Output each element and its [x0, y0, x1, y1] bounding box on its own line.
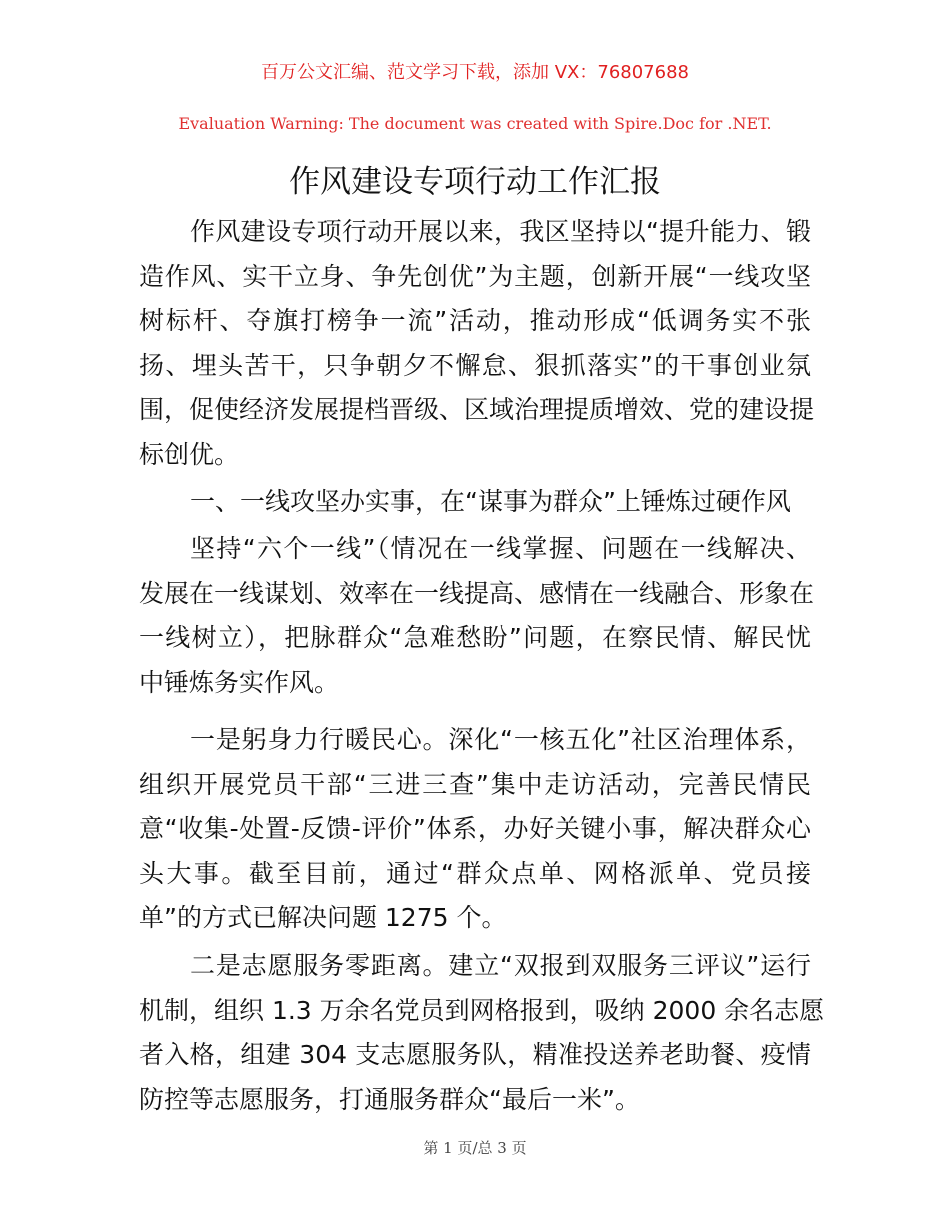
text-line: 扬、埋头苦干，只争朝夕不懈怠、狠抓落实”的干事创业氛 [139, 350, 811, 380]
document-title: 作风建设专项行动工作汇报 [289, 164, 661, 200]
text-line: 单”的方式已解决问题 1275 个。 [139, 903, 507, 932]
text-line: 组织开展党员干部“三进三查”集中走访活动，完善民情民 [139, 769, 811, 799]
text-line: 者入格，组建 304 支志愿服务队，精准投送养老助餐、疫情 [139, 1040, 811, 1069]
text-line: 中锤炼务实作风。 [139, 667, 340, 697]
paragraph-intro [139, 210, 815, 477]
heading-line: 一、一线攻坚办实事，在“谋事为群众”上锤炼过硬作风 [190, 487, 791, 516]
text-line: 机制，组织 1.3 万余名党员到网格报到，吸纳 2000 余名志愿 [139, 995, 825, 1025]
page-indicator: 第 1 页/总 3 页 [423, 1139, 527, 1157]
text-line: 坚持“六个一线”（情况在一线掌握、问题在一线解决、 [190, 534, 811, 563]
text-line: 二是志愿服务零距离。建立“双报到双服务三评议”运行 [190, 951, 811, 980]
section-heading [139, 480, 811, 525]
text-line: 头大事。截至目前，通过“群众点单、网格派单、党员接 [139, 858, 811, 888]
text-line: 围，促使经济发展提档晋级、区域治理提质增效、党的建设提 [139, 395, 815, 424]
text-line: 防控等志愿服务，打通服务群众“最后一米”。 [139, 1084, 640, 1114]
text-line: 作风建设专项行动开展以来，我区坚持以“提升能力、锻 [190, 217, 811, 246]
text-line: 标创优。 [139, 439, 240, 469]
paragraph-point-two [139, 944, 825, 1122]
paragraph-point-one [139, 718, 811, 941]
promo-banner: 百万公文汇编、范文学习下载，添加 VX：76807688 [261, 62, 689, 83]
paragraph-six-frontlines [139, 527, 815, 705]
text-line: 发展在一线谋划、效率在一线提高、感情在一线融合、形象在 [139, 578, 815, 608]
text-line: 一是躬身力行暖民心。深化“一核五化”社区治理体系， [190, 725, 811, 754]
text-line: 树标杆、夺旗打榜争一流”活动，推动形成“低调务实不张 [139, 306, 811, 335]
text-line: 造作风、实干立身、争先创优”为主题，创新开展“一线攻坚 [139, 261, 811, 291]
text-line: 一线树立），把脉群众“急难愁盼”问题，在察民情、解民忧 [139, 623, 811, 652]
evaluation-warning: Evaluation Warning: The document was created with Spire.Doc for .NET. [178, 114, 772, 133]
text-line: 意“收集-处置-反馈-评价”体系，办好关键小事，解决群众心 [139, 814, 811, 843]
